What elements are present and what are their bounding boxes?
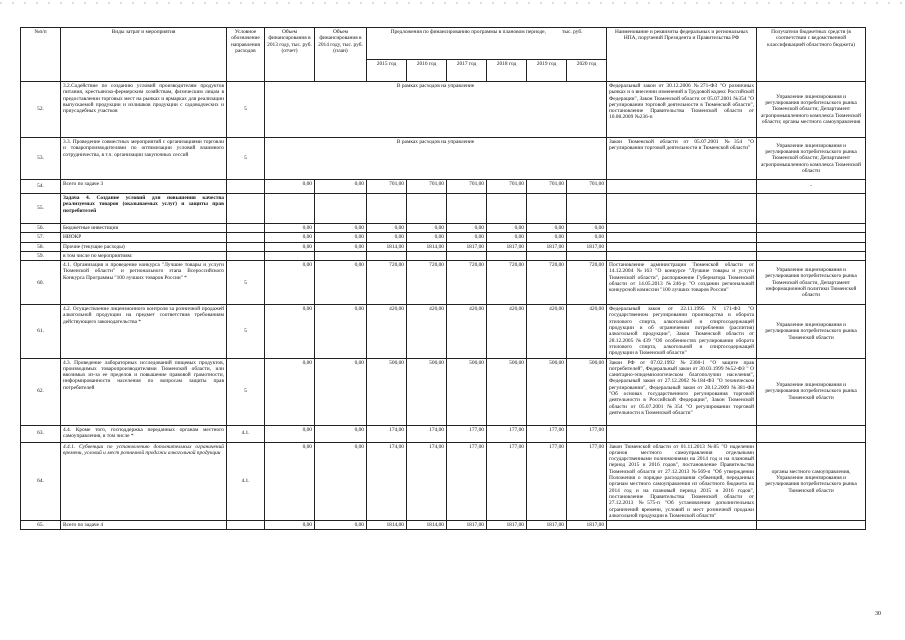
row-value: 1817,00 bbox=[447, 242, 487, 251]
row-value: 0,00 bbox=[265, 425, 315, 442]
row-value: 420,00 bbox=[567, 305, 607, 358]
row-code: 5 bbox=[227, 138, 265, 180]
row-value: 0,00 bbox=[265, 442, 315, 521]
table-row bbox=[21, 261, 866, 305]
row-description: 4.4.1. Субвенции по установлению дополнительных ограничений времени, условий и мест розничной продажи алкогольной продукции bbox=[61, 442, 227, 521]
row-code bbox=[227, 233, 265, 242]
row-description: в том числе по мероприятиям: bbox=[61, 251, 227, 260]
row-value: 0,00 bbox=[265, 261, 315, 305]
row-value: 174,00 bbox=[407, 425, 447, 442]
row-value: 177,00 bbox=[447, 425, 487, 442]
row-value: 0,00 bbox=[367, 233, 407, 242]
header-types: Виды затрат и мероприятия bbox=[61, 28, 227, 82]
row-value: 174,00 bbox=[367, 442, 407, 521]
row-value: 0,00 bbox=[265, 180, 315, 194]
table-row bbox=[21, 233, 866, 242]
header-year: 2018 год bbox=[487, 60, 527, 82]
row-number: 62. bbox=[21, 358, 61, 425]
row-npa: Постановление администрации Тюменской области от 14.12.2004 №163 "О конкурсе "Лучшие товары и услуги Тюменской области", распоряжение Губернатора Тюменской области от 14.05.2013 №246-р "О создании региональной конкурсной комиссии "100 лучших товаров России" bbox=[607, 261, 757, 305]
row-description: Бюджетные инвестиции bbox=[61, 224, 227, 233]
row-value: 0,00 bbox=[527, 224, 567, 233]
header-year: 2019 год bbox=[527, 60, 567, 82]
row-value-empty bbox=[447, 194, 487, 224]
row-value: 720,00 bbox=[447, 261, 487, 305]
row-value-empty bbox=[315, 251, 367, 260]
row-value: 0,00 bbox=[315, 358, 367, 425]
header-npa: Наименование и реквизиты федеральных и региональных НПА, поручений Президента и Правительства РФ bbox=[607, 28, 757, 82]
row-code: 5 bbox=[227, 82, 265, 138]
row-description: 3.2.Содействие по созданию условий производителям продуктов питания, крестьянско-фермерским хозяйствам, физическим лицам в предоставлении торговых мест на рынках и ярмарках для реализации выпускаемой продукции и излишков продукции с садоводческих и приусадебных участков bbox=[61, 82, 227, 138]
row-value: 1817,00 bbox=[487, 521, 527, 530]
row-npa bbox=[607, 425, 757, 442]
row-number: 54. bbox=[21, 180, 61, 194]
header-code: Условное обозначение направления расходов bbox=[227, 28, 265, 82]
row-number: 52. bbox=[21, 82, 61, 138]
row-number: 63. bbox=[21, 425, 61, 442]
row-value: 0,00 bbox=[315, 521, 367, 530]
page-number: 30 bbox=[875, 611, 881, 617]
row-value: 500,00 bbox=[487, 358, 527, 425]
row-value: 1817,00 bbox=[567, 521, 607, 530]
row-npa bbox=[607, 242, 757, 251]
row-value: 1817,00 bbox=[447, 521, 487, 530]
row-value: 0,00 bbox=[315, 180, 367, 194]
financing-table bbox=[20, 27, 866, 530]
row-value: 0,00 bbox=[265, 358, 315, 425]
row-value: 0,00 bbox=[407, 233, 447, 242]
row-value: 1817,00 bbox=[527, 242, 567, 251]
row-code bbox=[227, 242, 265, 251]
table-row bbox=[21, 442, 866, 521]
row-recipients: Управление лицензирования и регулирования потребительского рынка Тюменской области, Департамент информационной политики Тюменской области bbox=[757, 261, 866, 305]
row-number: 55. bbox=[21, 194, 61, 224]
row-value: 177,00 bbox=[487, 442, 527, 521]
row-value: 0,00 bbox=[447, 224, 487, 233]
row-code: 5 bbox=[227, 305, 265, 358]
row-value: 1814,00 bbox=[407, 242, 447, 251]
row-number: 61. bbox=[21, 305, 61, 358]
row-npa bbox=[607, 180, 757, 194]
row-value: 701,00 bbox=[407, 180, 447, 194]
header-proposals-unit: тыс. руб. bbox=[562, 29, 583, 35]
row-code bbox=[227, 251, 265, 260]
row-value: 177,00 bbox=[447, 442, 487, 521]
row-value: 720,00 bbox=[407, 261, 447, 305]
row-value: 500,00 bbox=[527, 358, 567, 425]
row-value-empty bbox=[367, 194, 407, 224]
row-description: Задача 4. Создание условий для повышения качества реализуемых товаров (оказываемых услуг) и защиты прав потребителей bbox=[61, 194, 227, 224]
row-description: Всего по задаче 3 bbox=[61, 180, 227, 194]
row-description: 3.3. Проведение совместных мероприятий с организациями торговли и товаропроизводителями по оптимизации условий взаимного сотрудничества, в т.ч. организации закупочных сессий bbox=[61, 138, 227, 180]
row-npa: Федеральный закон от 22.11.1995 N 171-ФЗ "О государственном регулировании производства и оборота этилового спирта, алкогольной и спиртосодержащей продукции и об ограничении потребления (распития) алкогольной продукции", Закон Тюменской области от 28.12.2005 №439 "Об особенностях регулирования оборота этилового спирта, алкогольной и спиртосодержащей продукции в Тюменской области" bbox=[607, 305, 757, 358]
header-year: 2020 год bbox=[567, 60, 607, 82]
row-value: 0,00 bbox=[315, 242, 367, 251]
row-value: 0,00 bbox=[567, 233, 607, 242]
row-value: 720,00 bbox=[367, 261, 407, 305]
row-value: 0,00 bbox=[315, 224, 367, 233]
row-number: 60. bbox=[21, 261, 61, 305]
row-value: 174,00 bbox=[367, 425, 407, 442]
table-row bbox=[21, 138, 866, 180]
table-header-row bbox=[21, 28, 866, 60]
row-value-empty bbox=[487, 194, 527, 224]
row-value: 420,00 bbox=[487, 305, 527, 358]
row-value: 0,00 bbox=[315, 233, 367, 242]
row-value: 0,00 bbox=[315, 261, 367, 305]
row-span-note: В рамках расходов на управление bbox=[265, 82, 607, 138]
row-value: 420,00 bbox=[447, 305, 487, 358]
row-value: 0,00 bbox=[315, 442, 367, 521]
row-value: 701,00 bbox=[447, 180, 487, 194]
row-value-empty bbox=[315, 194, 367, 224]
row-code bbox=[227, 180, 265, 194]
row-value: 177,00 bbox=[487, 425, 527, 442]
row-value: 420,00 bbox=[367, 305, 407, 358]
row-number: 64. bbox=[21, 442, 61, 521]
row-description: 4.1. Организация и проведение конкурса "Лучшие товары и услуги Тюменской области" и регионального этапа Всероссийского Конкурса Программы "100 лучших товаров России" * bbox=[61, 261, 227, 305]
row-value: 177,00 bbox=[567, 442, 607, 521]
row-recipients bbox=[757, 251, 866, 260]
row-recipients: - bbox=[757, 180, 866, 194]
row-value: 1814,00 bbox=[407, 521, 447, 530]
row-value: 0,00 bbox=[265, 521, 315, 530]
row-description: Прочие (текущие расходы) bbox=[61, 242, 227, 251]
header-num: №п/п bbox=[21, 28, 61, 82]
row-value-empty bbox=[527, 251, 567, 260]
row-value: 0,00 bbox=[407, 224, 447, 233]
row-recipients: органы местного самоуправления, Управление лицензирования и регулирования потребительского рынка Тюменской области bbox=[757, 442, 866, 521]
row-value: 0,00 bbox=[265, 305, 315, 358]
row-recipients: Управление лицензирования и регулирования потребительского рынка Тюменской области bbox=[757, 305, 866, 358]
row-value: 0,00 bbox=[315, 305, 367, 358]
row-value: 420,00 bbox=[527, 305, 567, 358]
row-description: 4.2. Осуществление лицензионного контроля за розничной продажей алкогольной продукции на предмет соответствия требованиям действующего законодательства * bbox=[61, 305, 227, 358]
row-value-empty bbox=[367, 251, 407, 260]
row-value-empty bbox=[567, 194, 607, 224]
row-value: 1814,00 bbox=[367, 521, 407, 530]
row-value-empty bbox=[265, 251, 315, 260]
header-proposals bbox=[367, 28, 607, 60]
row-value: 0,00 bbox=[367, 224, 407, 233]
row-description: НИОКР bbox=[61, 233, 227, 242]
row-npa bbox=[607, 233, 757, 242]
row-value: 0,00 bbox=[487, 224, 527, 233]
row-value-empty bbox=[527, 194, 567, 224]
row-value: 0,00 bbox=[447, 233, 487, 242]
row-npa bbox=[607, 521, 757, 530]
row-number: 58. bbox=[21, 242, 61, 251]
row-description: Всего по задаче 4 bbox=[61, 521, 227, 530]
row-value: 0,00 bbox=[567, 224, 607, 233]
row-value: 500,00 bbox=[367, 358, 407, 425]
row-code: 5 bbox=[227, 358, 265, 425]
row-number: 59. bbox=[21, 251, 61, 260]
row-recipients bbox=[757, 224, 866, 233]
row-number: 53. bbox=[21, 138, 61, 180]
row-value: 177,00 bbox=[567, 425, 607, 442]
row-npa: Федеральный закон от 30.12.2006 №271-ФЗ "О розничных рынках и о внесении изменений в Трудовой кодекс Российской Федерации", Закон Тюменской области от 05.07.2001 №354 "О регулировании торговой деятельности в Тюменской области", постановление Правительства Тюменской области от 10.08.2009 №236-п bbox=[607, 82, 757, 138]
header-proposals-text: Предложения по финансированию программы в плановом периоде, bbox=[390, 29, 546, 35]
row-value-empty bbox=[567, 251, 607, 260]
header-2014: Объем финансирования в 2014 году, тыс. руб. (план) bbox=[315, 28, 367, 82]
row-recipients bbox=[757, 194, 866, 224]
row-value: 500,00 bbox=[407, 358, 447, 425]
row-value: 0,00 bbox=[487, 233, 527, 242]
row-value-empty bbox=[447, 251, 487, 260]
row-recipients bbox=[757, 425, 866, 442]
table-row bbox=[21, 251, 866, 260]
row-recipients bbox=[757, 521, 866, 530]
row-npa bbox=[607, 194, 757, 224]
row-value: 1817,00 bbox=[567, 242, 607, 251]
row-value: 174,00 bbox=[407, 442, 447, 521]
row-value: 177,00 bbox=[527, 425, 567, 442]
row-npa: Закон Тюменской области от 05.07.2001 №354 "О регулировании торговой деятельности в Тюменской области" bbox=[607, 138, 757, 180]
row-value: 701,00 bbox=[567, 180, 607, 194]
row-value: 0,00 bbox=[265, 224, 315, 233]
row-value: 0,00 bbox=[265, 242, 315, 251]
row-recipients: Управление лицензирования и регулирования потребительского рынка Тюменской области; Департамент агропромышленного комплекса Тюменской области; органы местного самоуправления bbox=[757, 82, 866, 138]
header-recipients: Получатели бюджетных средств (в соответствии с ведомственной классификацией областного бюджета) bbox=[757, 28, 866, 82]
row-recipients bbox=[757, 233, 866, 242]
row-npa bbox=[607, 224, 757, 233]
table-row bbox=[21, 194, 866, 224]
row-value: 177,00 bbox=[527, 442, 567, 521]
row-recipients bbox=[757, 242, 866, 251]
row-code: 5 bbox=[227, 261, 265, 305]
row-number: 57. bbox=[21, 233, 61, 242]
row-description: 4.4. Кроме того, господдержка переданных органам местного самоуправления, в том числе * bbox=[61, 425, 227, 442]
row-recipients: Управление лицензирования и регулирования потребительского рынка Тюменской области; Департамент агропромышленного комплекса Тюменской области bbox=[757, 138, 866, 180]
row-value: 420,00 bbox=[407, 305, 447, 358]
row-value: 720,00 bbox=[567, 261, 607, 305]
header-year: 2015 год bbox=[367, 60, 407, 82]
header-year: 2016 год bbox=[407, 60, 447, 82]
row-description: 4.3. Проведение лабораторных исследований пищевых продуктов, производимых товаропроизводителями Тюменской области, или ввозимых из-за ее пределов и повышение правовой грамотности, информированности населения по вопросам защиты прав потребителей bbox=[61, 358, 227, 425]
row-code bbox=[227, 521, 265, 530]
header-2013: Объем финансирования в 2013 году, тыс. руб. (отчет) bbox=[265, 28, 315, 82]
table-row bbox=[21, 180, 866, 194]
row-value: 1817,00 bbox=[527, 521, 567, 530]
row-value-empty bbox=[265, 194, 315, 224]
row-value-empty bbox=[487, 251, 527, 260]
header-year: 2017 год bbox=[447, 60, 487, 82]
row-value: 500,00 bbox=[567, 358, 607, 425]
row-span-note: В рамках расходов на управление bbox=[265, 138, 607, 180]
row-npa bbox=[607, 251, 757, 260]
row-value: 0,00 bbox=[315, 425, 367, 442]
row-npa: Закон РФ от 07.02.1992 №2300-1 "О защите прав потребителей", Федеральный закон от 30.03.1999 №52-ФЗ " О санитарно-эпидемиологическом благополучии населения", Федеральный закон от 27.12.2002 №184-ФЗ "О техническом регулировании", Федеральный закон от 28.12.2009 №381-ФЗ "Об основах государственного регулирования торговой деятельности в Российской Федерации", Закон Тюменской области от 05.07.2001 №354 "О регулировании торговой деятельности в Тюменской области" bbox=[607, 358, 757, 425]
row-value-empty bbox=[407, 251, 447, 260]
row-code: 4.1. bbox=[227, 425, 265, 442]
scan-artifact bbox=[0, 2, 905, 4]
row-value: 0,00 bbox=[265, 233, 315, 242]
table-row bbox=[21, 82, 866, 138]
row-npa: Закон Тюменской области от 01.11.2013 №85 "О наделении органов местного самоуправления отдельными государственными полномочиями на 2014 год и на плановый период 2015 и 2016 годов", постановление Правительства Тюменской области от 27.12.2013 №569-п "Об утверждении Положения о порядке расходования субвенций, переданных органам местного самоуправления из областного бюджета на 2014 год и на плановый период 2015 и 2016 годов", постановление Правительства Тюменской области от 27.12.2013 №575-п "Об установлении дополнительных ограничений времени, условий и мест розничной продажи алкогольной продукции в Тюменской области" bbox=[607, 442, 757, 521]
row-value: 720,00 bbox=[527, 261, 567, 305]
row-code bbox=[227, 224, 265, 233]
row-value-empty bbox=[407, 194, 447, 224]
table-row bbox=[21, 425, 866, 442]
table-row bbox=[21, 305, 866, 358]
table-row bbox=[21, 224, 866, 233]
row-value: 500,00 bbox=[447, 358, 487, 425]
row-value: 701,00 bbox=[367, 180, 407, 194]
row-value: 701,00 bbox=[487, 180, 527, 194]
row-value: 0,00 bbox=[527, 233, 567, 242]
document-page bbox=[20, 27, 865, 530]
row-number: 65. bbox=[21, 521, 61, 530]
row-code bbox=[227, 194, 265, 224]
table-row bbox=[21, 521, 866, 530]
row-number: 56. bbox=[21, 224, 61, 233]
row-value: 1814,00 bbox=[367, 242, 407, 251]
row-value: 701,00 bbox=[527, 180, 567, 194]
table-row bbox=[21, 242, 866, 251]
row-code: 4.1. bbox=[227, 442, 265, 521]
table-row bbox=[21, 358, 866, 425]
row-value: 720,00 bbox=[487, 261, 527, 305]
row-value: 1817,00 bbox=[487, 242, 527, 251]
row-recipients: Управление лицензирования и регулирования потребительского рынка Тюменской области bbox=[757, 358, 866, 425]
